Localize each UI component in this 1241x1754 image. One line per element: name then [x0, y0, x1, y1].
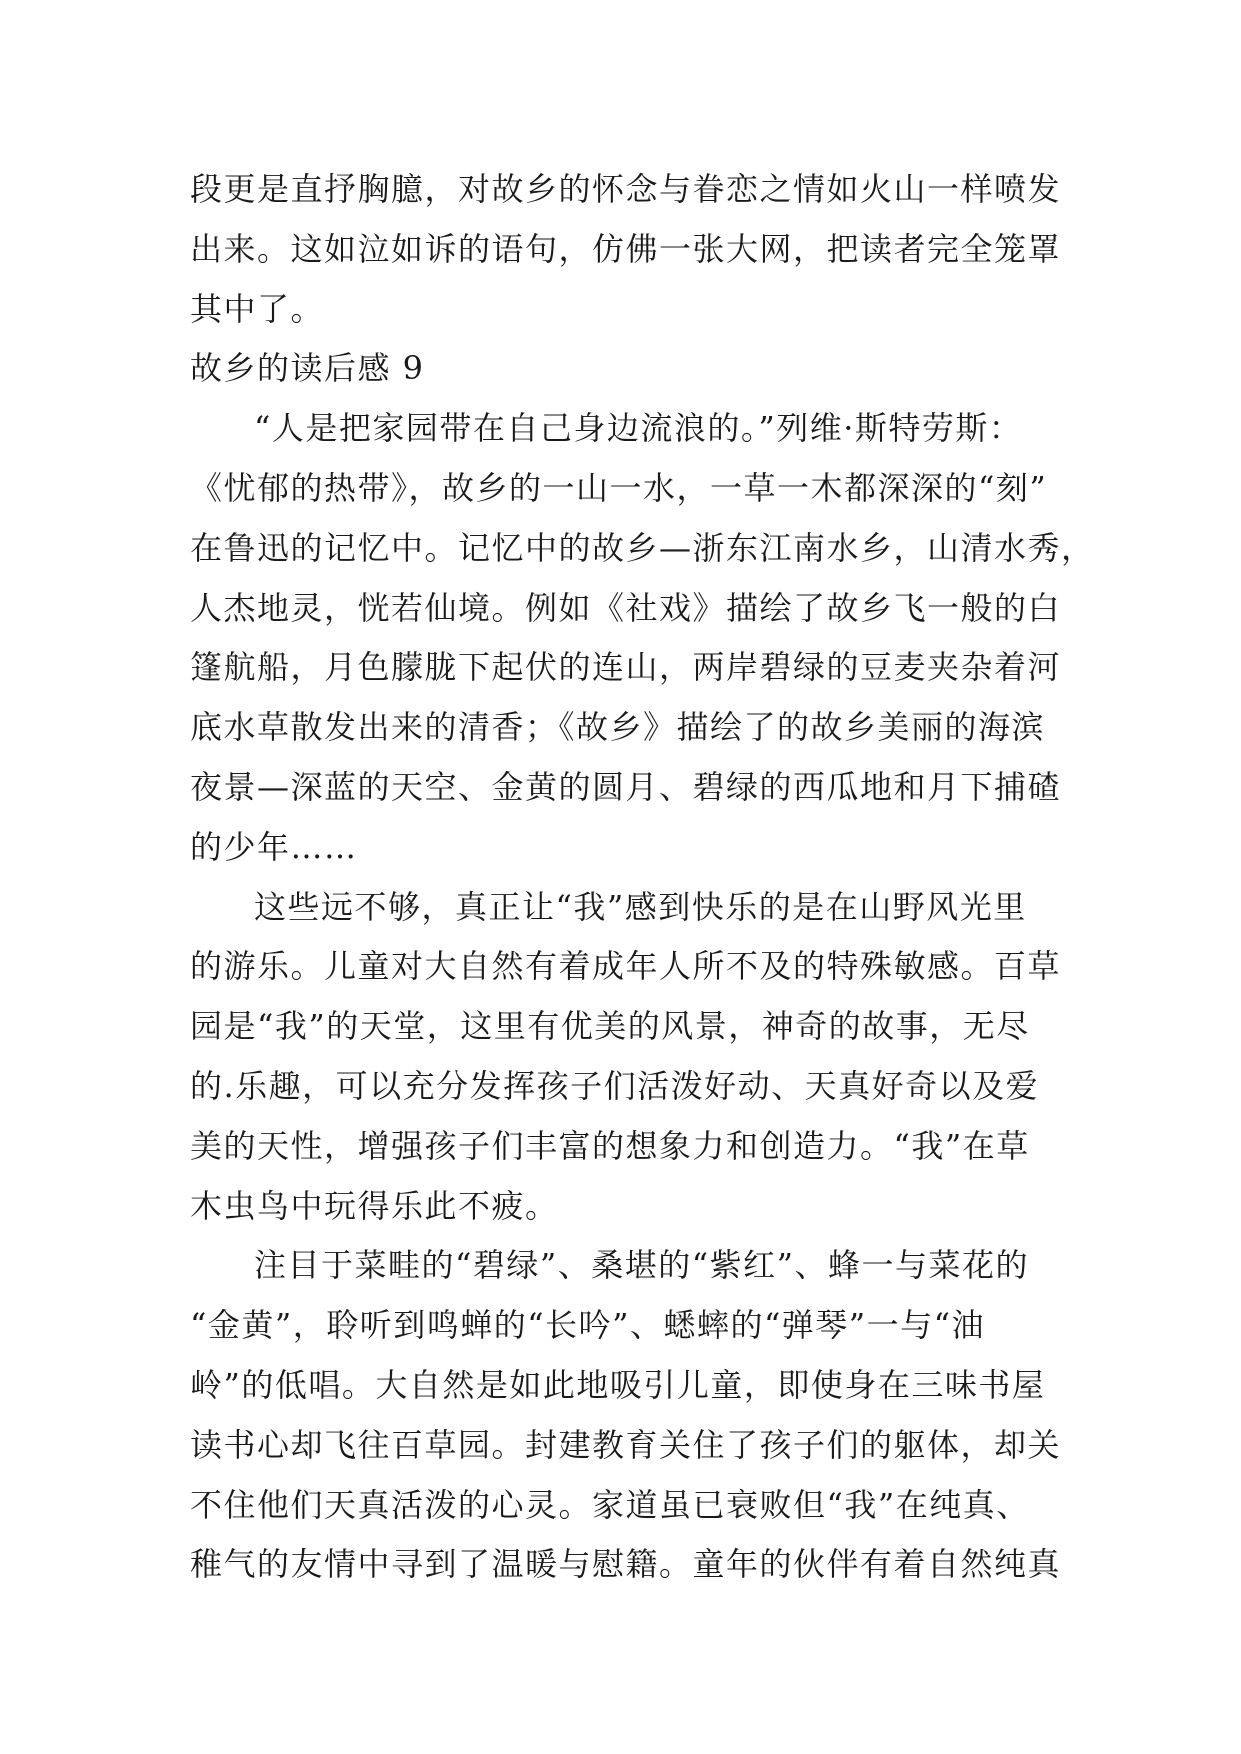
text-line: 岭”的低唱。大自然是如此地吸引儿童，即使身在三味书屋: [190, 1365, 1046, 1404]
text-line: “金黄”，聆听到鸣蝉的“长吟”、蟋蟀的“弹琴”一与“油: [190, 1306, 986, 1345]
text-line: 出来。这如泣如诉的语句，仿佛一张大网，把读者完全笼罩: [190, 229, 1062, 268]
text-line: 的少年……: [190, 827, 358, 866]
section-heading: 故乡的读后感 9: [190, 349, 425, 388]
text-line: 段更是直抒胸臆，对故乡的怀念与眷恋之情如火山一样喷发: [190, 170, 1062, 208]
text-line: 在鲁迅的记忆中。记忆中的故乡—浙东江南水乡，山清水秀，: [190, 528, 1095, 567]
text-line: 底水草散发出来的清香；《故乡》描绘了的故乡美丽的海滨: [190, 708, 1046, 747]
text-line: 这些远不够，真正让“我”感到快乐的是在山野风光里: [254, 887, 1027, 926]
text-line: 园是“我”的天堂，这里有优美的风景，神奇的故事，无尽: [190, 1007, 1030, 1046]
text-line: 篷航船，月色朦胧下起伏的连山，两岸碧绿的豆麦夹杂着河: [190, 648, 1062, 687]
text-line: 的游乐。儿童对大自然有着成年人所不及的特殊敏感。百草: [190, 947, 1062, 986]
text-line: 的.乐趣，可以充分发挥孩子们活泼好动、天真好奇以及爱: [190, 1066, 1040, 1105]
text-line: 木虫鸟中玩得乐此不疲。: [190, 1186, 559, 1225]
text-line: 《忧郁的热带》，故乡的一山一水，一草一木都深深的“刻”: [190, 468, 1048, 507]
text-line: 夜景—深蓝的天空、金黄的圆月、碧绿的西瓜地和月下捕碴: [190, 767, 1062, 806]
text-line: 稚气的友情中寻到了温暖与慰籍。童年的伙伴有着自然纯真: [190, 1545, 1062, 1584]
text-line: 读书心却飞往百草园。封建教育关住了孩子们的躯体，却关: [190, 1425, 1062, 1464]
text-line: 人杰地灵，恍若仙境。例如《社戏》描绘了故乡飞一般的白: [190, 588, 1062, 627]
text-line: 其中了。: [190, 289, 325, 328]
text-line: 不住他们天真活泼的心灵。家道虽已衰败但“我”在纯真、: [190, 1485, 1030, 1524]
text-line: 注目于菜畦的“碧绿”、桑堪的“紫红”、蜂一与菜花的: [254, 1246, 1029, 1285]
body-text: [190, 160, 1095, 1595]
text-line: “人是把家园带在自己身边流浪的。”列维·斯特劳斯：: [254, 409, 1023, 448]
text-line: 美的天性，增强孩子们丰富的想象力和创造力。“我”在草: [190, 1126, 1030, 1165]
